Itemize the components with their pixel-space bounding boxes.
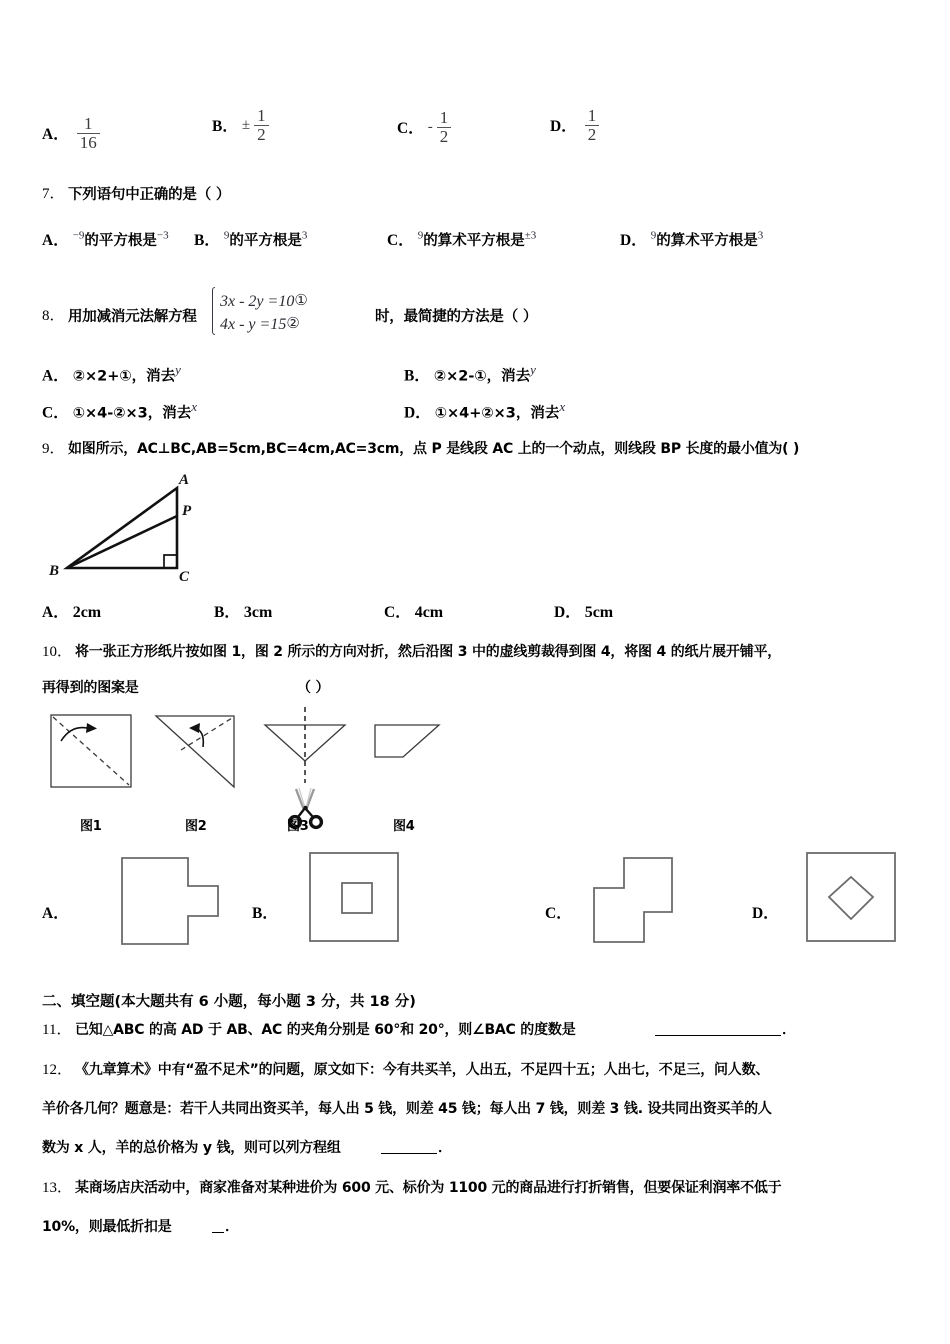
q6-option-c-fraction (437, 109, 452, 146)
shape-plus-notch-right (114, 850, 224, 950)
q8-number: 8． (42, 308, 65, 324)
q6-option-c-numerator: 1 (439, 108, 449, 127)
q10-stem-line2-paren: （ ） (297, 680, 330, 696)
q10-options (42, 845, 942, 955)
q8-equation-2-tag: ② (286, 316, 300, 333)
q10-caption-2: 图2 (185, 819, 207, 834)
shape-stepped-cross (582, 850, 692, 950)
q12-line2: 羊价各几何？题意是：若干人共同出资买羊，每人出 5 钱，则差 45 钱；每人出 7 钱，则差 3 钱. 设共同出资买羊的人 (42, 1101, 772, 1117)
figure-1-square-fold (51, 715, 131, 787)
q8-option-b-letter: B． (404, 367, 430, 385)
q9-option-a-letter: A． (42, 604, 69, 621)
q8-option-d-text: ①×4+②×3，消去 (434, 405, 560, 422)
q7-option-c[interactable] (387, 228, 536, 250)
q10-caption-4: 图4 (393, 819, 415, 834)
figure-2-triangle-fold (156, 716, 234, 787)
q6-option-b-sign: ± (241, 116, 251, 133)
q8-option-c-text: ①×4-②×3，消去 (72, 405, 192, 422)
q7-option-b-mid: 的平方根是 (229, 233, 302, 249)
q10-option-d-shape[interactable] (797, 845, 907, 950)
q7-option-c-letter: C． (387, 232, 414, 249)
q7-option-d-mid: 的算术平方根是 (656, 233, 758, 249)
q9-option-c-text: 4cm (414, 604, 444, 621)
q6-option-c-sign: - (427, 118, 433, 135)
q6-option-a-letter: A． (42, 126, 69, 144)
shape-square-with-square-hole (300, 845, 410, 950)
q6-option-a[interactable] (42, 114, 100, 154)
q9-stem: 如图所示，AC⊥BC,AB=5cm,BC=4cm,AC=3cm，点 P 是线段 AC 上的一个动点，则线段 BP 长度的最小值为( ) (68, 441, 800, 457)
q10-option-a-shape[interactable] (114, 850, 224, 950)
q6-option-b-letter: B． (212, 118, 238, 136)
system-brace (212, 287, 215, 335)
q6-option-a-numerator: 1 (83, 114, 93, 133)
q6-option-d-numerator: 1 (587, 106, 597, 125)
figure-4-result (375, 725, 439, 757)
q8-option-b-text: ②×2-①，消去 (433, 368, 531, 385)
q13-line1: 某商场店庆活动中，商家准备对某种进价为 600 元、标价为 1100 元的商品进行打折销售，但要保证利润率不低于 (75, 1180, 782, 1196)
q10-number: 10． (42, 644, 73, 660)
q6-option-b-numerator: 1 (257, 106, 266, 125)
q8-equation-1 (220, 290, 308, 313)
q11-number: 11． (42, 1022, 72, 1038)
q6-option-d-letter: D． (550, 118, 577, 136)
q9-option-a[interactable] (42, 600, 101, 622)
q8-stem-before: 用加减消元法解方程 (68, 309, 197, 325)
q8-option-d-var: x (559, 399, 566, 414)
q9-number: 9． (42, 441, 65, 457)
triangle-svg (45, 468, 225, 583)
q8-equation-2-lhs: 4x - y =15 (220, 316, 287, 334)
segment-bp (67, 516, 177, 568)
triangle-abc (67, 488, 177, 568)
q8-option-d[interactable] (404, 399, 565, 422)
q10-option-d-letter[interactable]: D． (752, 905, 779, 922)
q12-line3-before: 数为 x 人，羊的总价格为 y 钱，则可以列方程组 (42, 1140, 341, 1156)
q7-option-a[interactable] (42, 228, 169, 250)
q11-text-after: ． (782, 1022, 796, 1038)
q8-equation-1-tag: ① (294, 293, 308, 309)
q13-line2-before: 10%，则最低折扣是 (42, 1219, 172, 1235)
q8-option-c-letter: C． (42, 404, 69, 422)
q6-option-b-denominator: 2 (254, 125, 269, 144)
shape-square-with-diamond-hole (797, 845, 907, 950)
q7-option-b[interactable] (194, 228, 307, 250)
q12-answer-blank[interactable] (381, 1138, 437, 1154)
q7-option-b-letter: B． (194, 232, 220, 249)
right-angle-mark (164, 555, 177, 568)
q10-option-b-letter[interactable]: B． (252, 905, 278, 922)
q13-answer-blank[interactable] (212, 1217, 224, 1233)
q8-option-c-var: x (191, 399, 198, 414)
q10-caption-3: 图3 (287, 819, 309, 834)
q7-option-d-letter: D． (620, 232, 647, 249)
q7-stem: 下列语句中正确的是（ ） (68, 187, 231, 203)
q7-option-a-post-sup: −3 (156, 229, 169, 242)
q8-stem-after: 时，最简捷的方法是（ ） (375, 309, 538, 325)
q8-option-c[interactable] (42, 399, 197, 422)
q10-option-b-shape[interactable] (300, 845, 410, 950)
q6-option-d[interactable] (550, 106, 599, 146)
q7-option-a-mid: 的平方根是 (84, 233, 157, 249)
q13-line2-after: ． (225, 1219, 239, 1235)
q11-answer-blank[interactable] (655, 1020, 781, 1036)
q7-option-c-pre-sup: 9 (417, 229, 424, 242)
q6-option-c-denominator: 2 (437, 127, 452, 146)
q8-option-a-text: ②×2+①，消去 (72, 368, 176, 385)
q8-equation-system (220, 290, 308, 336)
q9-option-b-text: 3cm (243, 604, 273, 621)
q9-option-c-letter: C． (384, 604, 411, 621)
q7-option-d-pre-sup: 9 (650, 229, 657, 242)
q12-line3-after: ． (438, 1140, 452, 1156)
vertex-label-a: A (179, 472, 190, 488)
q6-option-c[interactable] (397, 108, 451, 148)
section-2-heading: 二、填空题(本大题共有 6 小题，每小题 3 分，共 18 分) (42, 994, 416, 1010)
q6-option-b[interactable] (212, 106, 269, 146)
vertex-label-c: C (179, 569, 190, 585)
q7-option-a-letter: A． (42, 232, 69, 249)
q9-option-d-letter: D． (554, 604, 581, 621)
q10-option-a-letter[interactable]: A． (42, 905, 69, 922)
q9-option-d[interactable] (554, 600, 613, 622)
figure-3-cut-line (265, 707, 345, 827)
q7-option-d-post-sup: 3 (757, 229, 764, 242)
q8-option-b[interactable] (404, 362, 536, 385)
q10-option-c-letter[interactable]: C． (545, 905, 572, 922)
q8-option-a-var: y (175, 362, 181, 377)
q8-equation-2 (220, 313, 308, 336)
q6-option-a-denominator: 16 (77, 133, 100, 152)
q8-option-b-var: y (530, 362, 536, 377)
q6-option-c-letter: C． (397, 120, 424, 138)
q9-option-b[interactable] (214, 600, 272, 622)
q9-option-c[interactable] (384, 600, 443, 622)
vertex-label-b: B (49, 563, 60, 579)
q6-option-b-fraction (254, 107, 269, 144)
q9-option-d-text: 5cm (584, 604, 614, 621)
q10-caption-1: 图1 (80, 819, 102, 834)
q9-option-a-text: 2cm (72, 604, 102, 621)
q9-triangle-figure (45, 468, 225, 583)
q10-stem-line1: 将一张正方形纸片按如图 1，图 2 所示的方向对折，然后沿图 3 中的虚线剪裁得到图 4，将图 4 的纸片展开铺平， (75, 644, 782, 660)
q8-equation-1-lhs: 3x - 2y =10 (220, 293, 295, 310)
q9-option-b-letter: B． (214, 604, 240, 621)
q13-number: 13． (42, 1180, 73, 1196)
q7-option-b-post-sup: 3 (301, 229, 308, 242)
q7-option-c-post-sup: ±3 (524, 229, 537, 242)
q12-number: 12． (42, 1062, 73, 1078)
q7-option-c-mid: 的算术平方根是 (423, 233, 525, 249)
q8-option-a[interactable] (42, 362, 181, 385)
q7-option-b-pre-sup: 9 (223, 229, 230, 242)
q7-option-d[interactable] (620, 228, 763, 250)
q10-figure-captions (45, 815, 485, 839)
q7-number: 7． (42, 186, 65, 202)
vertex-label-p: P (182, 503, 192, 519)
q6-option-d-denominator: 2 (585, 125, 600, 144)
q12-line1: 《九章算术》中有“盈不足术”的问题，原文如下：今有共买羊，人出五，不足四十五；人出七，不足三，问人数、 (75, 1062, 770, 1078)
q11-text-before: 已知△ABC 的高 AD 于 AB、AC 的夹角分别是 60°和 20°，则∠BAC 的度数是 (75, 1022, 576, 1038)
q6-options-row (42, 95, 922, 155)
q8-option-d-letter: D． (404, 404, 431, 422)
q8-option-a-letter: A． (42, 367, 69, 385)
q6-option-d-fraction (585, 107, 600, 144)
q10-option-c-shape[interactable] (582, 850, 692, 950)
q7-option-a-pre-sup: −9 (72, 229, 85, 242)
q6-option-a-fraction (77, 115, 100, 152)
q10-stem-line2: 再得到的图案是 (42, 680, 139, 696)
